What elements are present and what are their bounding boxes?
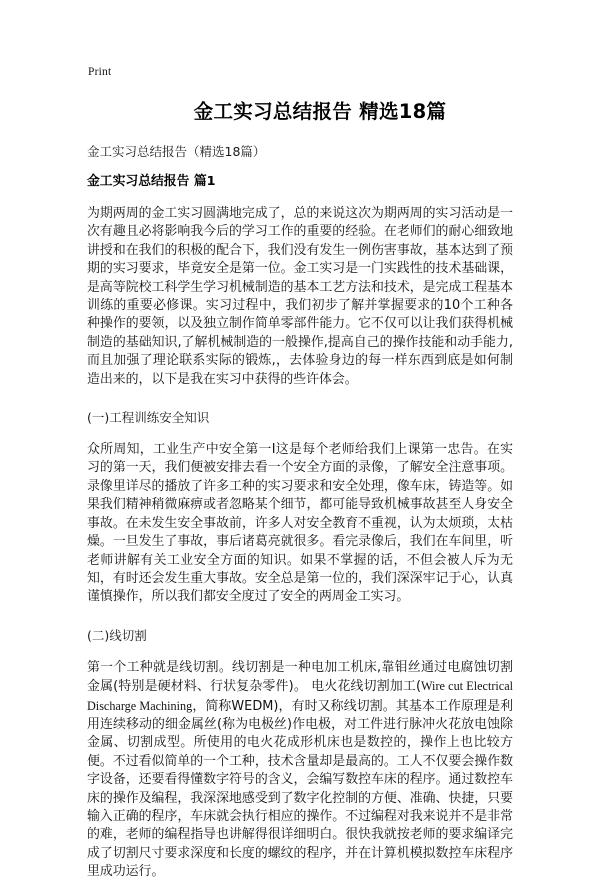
paragraph-safety: 众所周知，工业生产中安全第一I这是每个老师给我们上课第一忠告。在实习的第一天，我们便被安排去看一个安全方面的录像，了解安全注意事项。录像里详尽的播放了许多工种的实习要求和安全处理，像车床，铸造等。如果我们精神稍微麻痹或者忽略某个细节，都可能导致机械事故甚至人身安全事故。在未发生安全事故前，许多人对安全教育不重视，认为太烦琐，太枯燥。一旦发生了事故，事后诸葛亮就很多。看完录像后，我们在车间里，听老师讲解有关工业安全方面的知识。如果不掌握的话，不但会被人斥为无知，有时还会发生重大事故。安全总是第一位的，我们深深牢记于心，认真谨慎操作，所以我们都安全度过了安全的两周金工实习。 [87,442,513,605]
paragraph-wirecut-part1: 第一个工种就是线切割。线切割是一种电加工机床,靠钼丝通过电腐蚀切割金属(特别是硬材料、行状复杂零件)。 电火花线切割加工( [87,659,513,695]
paragraph-intro: 为期两周的金工实习圆满地完成了，总的来说这次为期两周的实习活动是一次有趣且必将影响我今后的学习工作的重要的经验。在老师们的耐心细致地讲授和在我们的积极的配合下，我们没有发生一例伤害事故，基本达到了预期的实习要求，毕竟安全是第一位。金工实习是一门实践性的技术基础课，是高等院校工科学生学习机械制造的基本工艺方法和技术，是完成工程基本训练的重要必修课。实习过程中，我们初步了解并掌握要求的10个工种各种操作的要领，以及独立制作简单零部件能力。它不仅可以让我们获得机械制造的基础知识,了解机械制造的一般操作,提高自己的操作技能和动手能力,而且加强了理论联系实际的锻炼,，去体验身边的每一样东西到底是如何制造出来的，以下是我在实习中获得的些许体会。 [87,206,513,387]
document-subtitle: 金工实习总结报告（精选18篇） [87,144,266,159]
section-heading-pian1: 金工实习总结报告 篇1 [87,174,216,189]
page-title: 金工实习总结报告 精选18篇 [193,100,447,123]
document-content [87,60,513,882]
print-button[interactable]: Print [88,66,112,78]
paragraph-wirecut [87,659,513,882]
subsection-heading-wirecut: (二)线切割 [87,627,147,643]
subsection-heading-safety: (一)工程训练安全知识 [87,410,210,426]
paragraph-wirecut-latin: Wire cut Electrical Discharge Machining [87,679,513,713]
paragraph-wirecut-part2: ，简称WEDM)，有时又称线切割。其基本工作原理是利用连续移动的细金属丝(称为电极丝)作电极，对工件进行脉冲火花放电蚀除金属、切割成型。所使用的电火花成形机床也是数控的，操作上也比较方便。不过看似简单的一个工种，技术含量却是最高的。工人不仅要会操作数字设备，还要看得懂数字符号的含义，会编写数控车床的程序。通过数控车床的操作及编程，我深深地感受到了数字化控制的方便、准确、快捷，只要输入正确的程序，车床就会执行相应的操作。不过编程对我来说并不是非常的难，老师的编程指导也讲解得很详细明白。很快我就按老师的要求编译完成了切割尺寸要求深度和长度的螺纹的程序，并在计算机模拟数控车床程序里成功运行。 [87,698,513,880]
